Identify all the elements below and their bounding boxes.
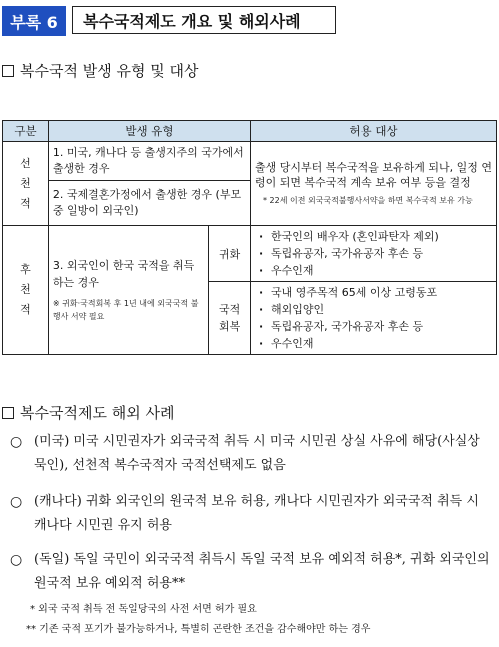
naturalization-list [255,228,492,279]
circle-bullet-icon: ○ [10,552,23,568]
allowance-note: * 22세 이전 외국국적불행사서약을 하면 복수국적 보유 가능 [263,195,473,205]
allowance-cell [251,142,497,226]
footnote: * 외국 국적 취득 전 독일당국의 사전 서면 허가 필요 [30,604,257,615]
naturalization-list-cell [251,226,497,282]
list-item: · 독립유공자, 국가유공자 후손 등 [255,318,492,335]
case-country: (독일) [34,552,70,567]
footnote: ** 기존 국적 포기가 불가능하거나, 특별히 곤란한 조건을 감수해야만 하는 경우 [26,624,371,635]
type-note: ※ 귀화·국적회복 후 1년 내에 외국국적 불행사 서약 필요 [52,299,199,321]
restoration-list-cell [251,282,497,355]
type-text: 3. 외국인이 한국 국적을 취득하는 경우 [52,259,195,289]
document-title: 복수국적제도 개요 및 해외사례 [72,6,336,34]
appendix-header [2,6,462,36]
nationality-types-table [2,120,497,355]
naturalization-label: 귀화 [209,226,251,282]
case-text: 귀화 외국인의 원국적 보유 허용, 캐나다 시민권자가 외국국적 취득 시 캐나다 시민권 유지 허용 [34,494,479,533]
case-country: (캐나다) [34,494,82,509]
case-text: 미국 시민권자가 외국국적 취득 시 미국 시민권 상실 사유에 해당(사실상 묵인), 선천적 복수국적자 국적선택제도 없음 [34,434,480,473]
table-header-row [3,121,497,142]
case-text: 독일 국민이 외국국적 취득시 독일 국적 보유 예외적 허용*, 귀화 외국인의 원국적 보유 예외적 허용** [34,552,490,591]
type-cell: 1. 미국, 캐나다 등 출생지주의 국가에서 출생한 경우 [48,142,250,181]
column-header: 구분 [3,121,49,142]
appendix-badge: 부록 6 [2,6,66,36]
square-bullet-icon [2,407,14,419]
section-heading-cases [2,402,174,423]
type-cell: 2. 국제결혼가정에서 출생한 경우 (부모 중 일방이 외국인) [48,181,250,226]
case-country: (미국) [34,434,70,449]
circle-bullet-icon: ○ [10,494,23,510]
section-title: 복수국적제도 해외 사례 [20,404,175,422]
case-canada [6,490,492,538]
list-item: · 국내 영주목적 65세 이상 고령동포 [255,284,492,301]
case-germany [6,548,492,596]
allowance-text: 출생 당시부터 복수국적을 보유하게 되나, 일정 연령이 되면 복수국적 계속 보유 여부 등을 결정 [255,160,492,189]
column-header: 허용 대상 [251,121,497,142]
type-cell [48,226,208,355]
circle-bullet-icon: ○ [10,434,23,450]
list-item: · 한국인의 배우자 (혼인파탄자 제외) [255,228,492,245]
list-item: · 해외입양인 [255,301,492,318]
innate-label: 선 천 적 [3,142,49,226]
section-title: 복수국적 발생 유형 및 대상 [20,62,199,80]
acquired-label: 후 천 적 [3,226,49,355]
section-heading-types [2,60,198,81]
table-row [3,142,497,181]
square-bullet-icon [2,65,14,77]
list-item: · 우수인재 [255,262,492,279]
column-header: 발생 유형 [48,121,250,142]
case-usa [6,430,492,478]
table-row [3,226,497,282]
list-item: · 우수인재 [255,335,492,352]
restoration-list [255,284,492,352]
restoration-label: 국적 회복 [209,282,251,355]
list-item: · 독립유공자, 국가유공자 후손 등 [255,245,492,262]
